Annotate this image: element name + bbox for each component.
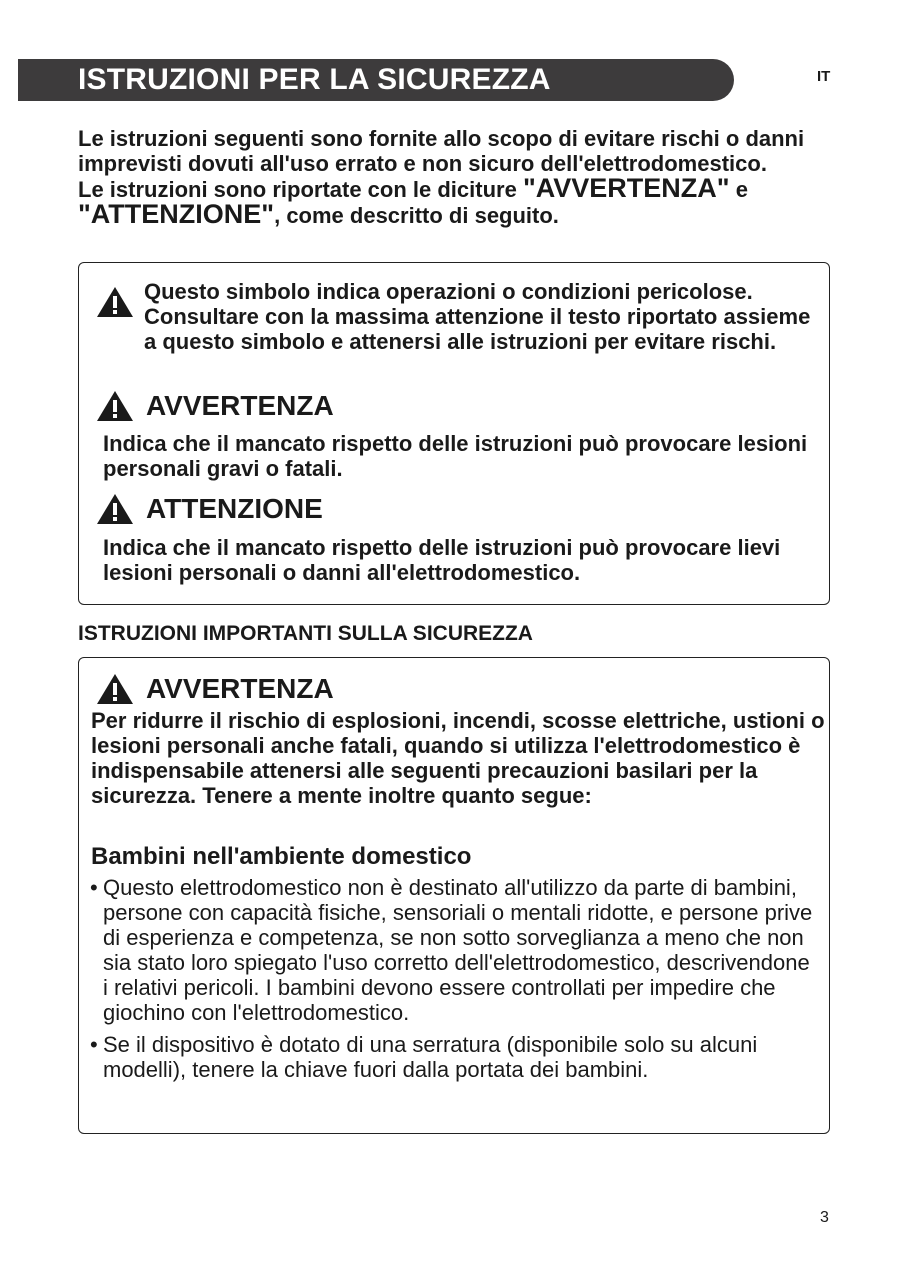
- caution-heading: [96, 493, 323, 525]
- caution-description: Indica che il mancato rispetto delle istruzioni può provocare lievi lesioni personali o danni all'elettrodomestico.: [103, 535, 781, 585]
- symbol-explanation-text: Questo simbolo indica operazioni o condizioni pericolose. Consultare con la massima attenzione il testo riportato assieme a questo simbolo e attenersi alle istruzioni per evitare rischi.: [144, 279, 811, 354]
- list-item: • Se il dispositivo è dotato di una serratura (disponibile solo su alcuni modelli), tenere la chiave fuori dalla portata dei bambini.: [91, 1032, 819, 1082]
- language-code: IT: [817, 68, 831, 85]
- children-subheading: Bambini nell'ambiente domestico: [91, 843, 472, 870]
- important-warning-heading: [96, 673, 334, 705]
- warning-triangle-icon: [96, 286, 134, 318]
- warning-heading-label: AVVERTENZA: [146, 390, 334, 421]
- intro-line-2-post: , come descritto di seguito.: [274, 203, 559, 228]
- intro-line-1: Le istruzioni seguenti sono fornite allo scopo di evitare rischi o danni imprevisti dovuti all'uso errato e non sicuro dell'elettrodomestico.: [78, 126, 805, 176]
- caution-heading-label: ATTENZIONE: [146, 493, 323, 524]
- bullet-list: [91, 875, 819, 1089]
- warning-triangle-icon: [96, 673, 134, 705]
- important-warning-text: Per ridurre il rischio di esplosioni, incendi, scosse elettriche, ustioni o lesioni personali anche fatali, quando si utilizza l'elettrodomestico è indispensabile attenersi alle seguenti precauzioni basilari per la sicurezza. Tenere a mente inoltre quanto segue:: [91, 708, 825, 808]
- list-item: • Questo elettrodomestico non è destinato all'utilizzo da parte di bambini, persone con capacità fisiche, sensoriali o mentali ridotte, e persone prive di esperienza e competenza, se non sotto sorveglianza a meno che non sia stato loro spiegato l'uso corretto dell'elettrodomestico, descrivendone i relativi pericoli. I bambini devono essere controllati per impedire che giochino con l'elettrodomestico.: [91, 875, 819, 1025]
- avvertenza-label: "AVVERTENZA": [522, 173, 730, 203]
- intro-text: [78, 126, 838, 228]
- intro-line-2-mid: e: [729, 177, 748, 202]
- section-title: ISTRUZIONI IMPORTANTI SULLA SICUREZZA: [78, 622, 533, 645]
- intro-line-2: [78, 173, 838, 229]
- important-warning-label: AVVERTENZA: [146, 673, 334, 704]
- page-title: ISTRUZIONI PER LA SICUREZZA: [78, 63, 551, 96]
- warning-triangle-icon: [96, 493, 134, 525]
- warning-heading: [96, 390, 334, 422]
- warning-description: Indica che il mancato rispetto delle istruzioni può provocare lesioni personali gravi o fatali.: [103, 431, 808, 481]
- attenzione-label: "ATTENZIONE": [78, 199, 275, 229]
- intro-line-2-pre: Le istruzioni sono riportate con le diciture: [78, 177, 523, 202]
- page-number: 3: [820, 1209, 829, 1226]
- warning-triangle-icon: [96, 390, 134, 422]
